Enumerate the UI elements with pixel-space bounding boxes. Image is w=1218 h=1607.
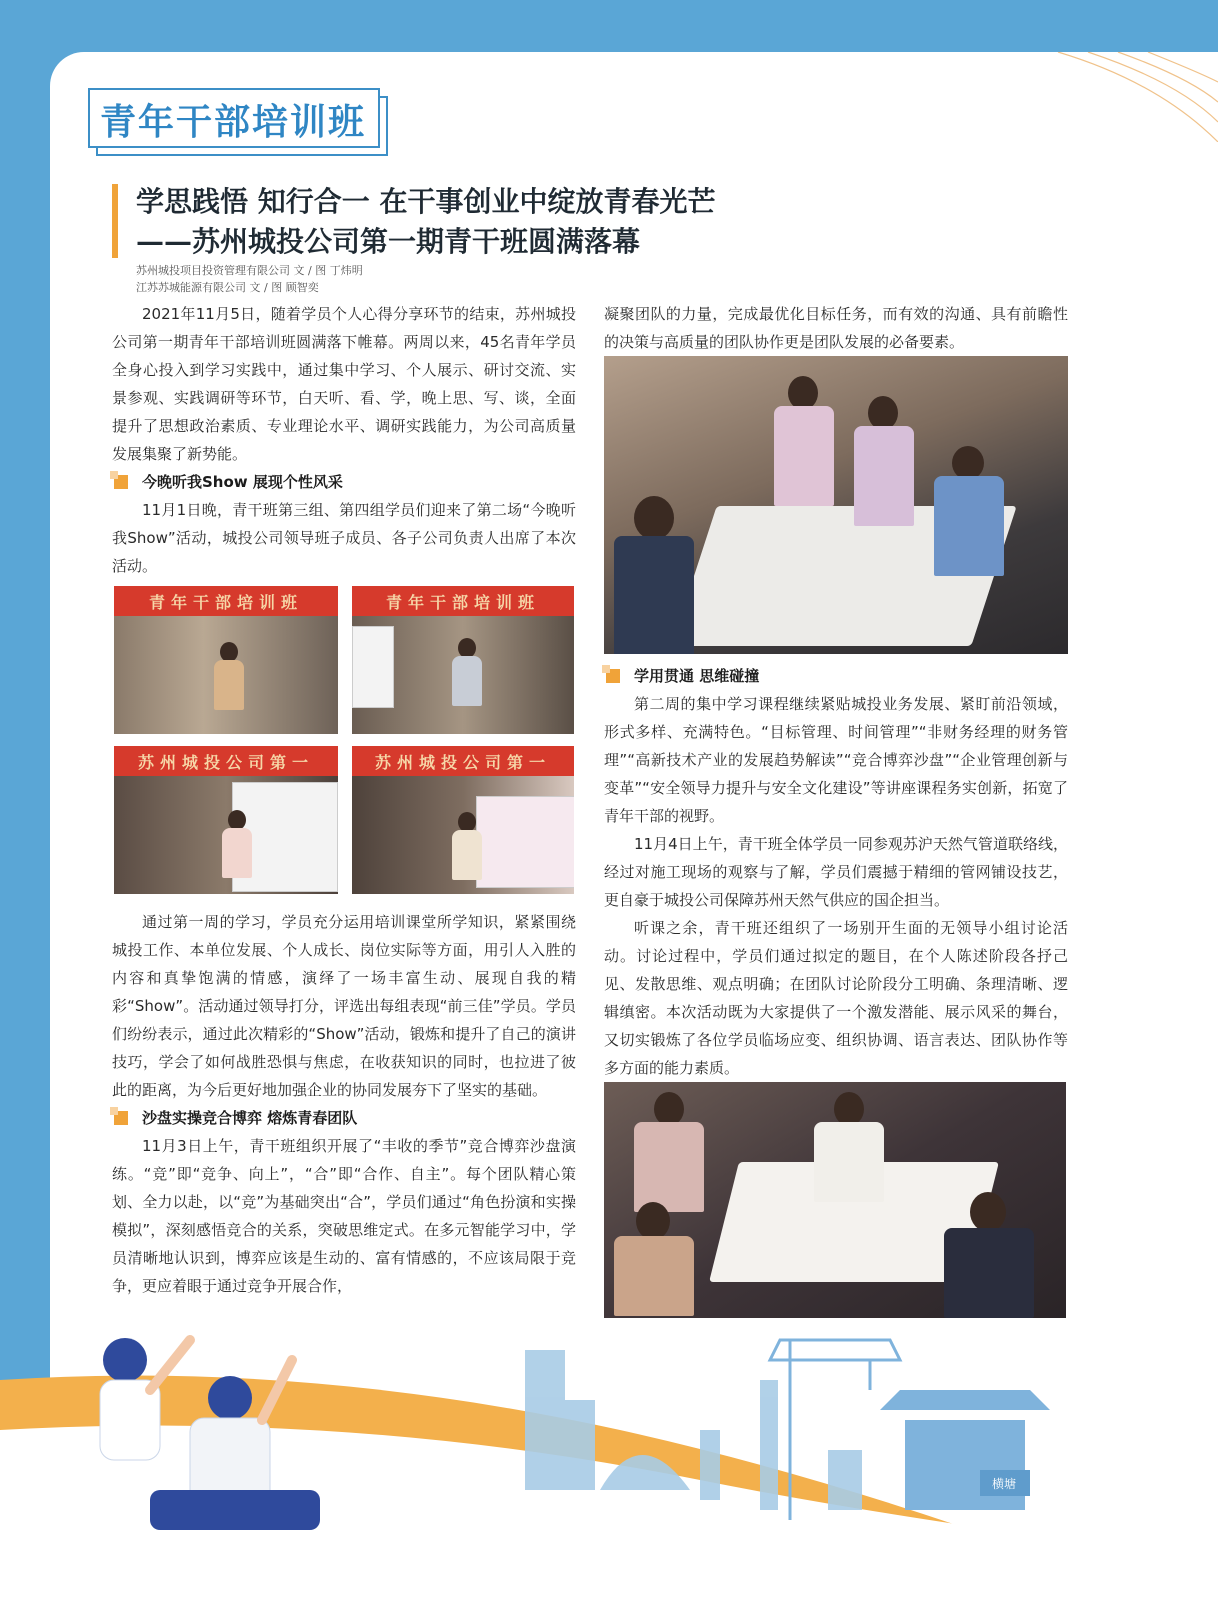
- bullet-square-icon: [606, 669, 620, 683]
- bullet-square-icon: [114, 1111, 128, 1125]
- visit-paragraph: 11月4日上午，青干班全体学员一同参观苏沪天然气管道联络线，经过对施工现场的观察与了解，学员们震撼于精细的管网铺设技艺，更自豪于城投公司保障苏州天然气供应的国企担当。: [604, 835, 1068, 909]
- sandbox-paragraph: 11月3日上午，青干班组织开展了“丰收的季节”竞合博弈沙盘演练。“竞”即“竞争、向上”，“合”即“合作、自主”。每个团队精心策划、全力以赴，以“竞”为基础突出“合”，学员们通过“角色扮演和实操模拟”，深刻感悟竞合的关系，突破思维定式。在多元智能学习中，学员清晰地认识到，博弈应该是生动的、富有情感的，不应该局限于竞争，更应着眼于通过竞争开展合作，: [112, 1137, 576, 1295]
- byline-1: 苏州城投项目投资管理有限公司 文 / 图 丁炜明: [136, 264, 363, 277]
- intro-paragraph: 2021年11月5日，随着学员个人心得分享环节的结束，苏州城投公司第一期青年干部培训班圆满落下帷幕。两周以来，45名青年学员全身心投入到学习实践中，通过集中学习、个人展示、研讨交流、实景参观、实践调研等环节，白天听、看、学，晚上思、写、谈，全面提升了思想政治素质、专业理论水平、调研实践能力，为公司高质量发展集聚了新势能。: [112, 305, 576, 463]
- subhead-learning: 学用贯通 思维碰撞: [604, 662, 1068, 690]
- photo-group-drawing: [604, 1082, 1066, 1318]
- photo-group-workshop: [604, 356, 1068, 654]
- photo-speaker-3: [114, 746, 338, 894]
- photo-speaker-4: [352, 746, 574, 894]
- section-title: 青年干部培训班: [100, 102, 367, 143]
- decorative-lines: [1038, 52, 1218, 142]
- right-column-upper: [604, 300, 1068, 356]
- subhead-show: 今晚听我Show 展现个性风采: [112, 468, 576, 496]
- photo-banner: 青年干部培训班: [352, 586, 574, 616]
- photo-banner: 苏州城投公司第一: [352, 746, 574, 776]
- photo-banner: 苏州城投公司第一: [114, 746, 338, 776]
- show-summary-paragraph: 通过第一周的学习，学员充分运用培训课堂所学知识，紧紧围绕城投工作、本单位发展、个人成长、岗位实际等方面，用引人入胜的内容和真挚饱满的情感，演绎了一场丰富生动、展现自我的精彩“Show”。活动通过领导打分，评选出每组表现“前三佳”学员。学员们纷纷表示，通过此次精彩的“Show”活动，锻炼和提升了自己的演讲技巧，学会了如何战胜恐惧与焦虑，在收获知识的同时，也拉进了彼此的距离，为今后更好地加强企业的协同发展夯下了坚实的基础。: [112, 913, 576, 1099]
- left-column-lower: [112, 908, 576, 1300]
- right-column-middle: [604, 662, 1068, 1082]
- discussion-paragraph: 听课之余，青干班还组织了一场别开生面的无领导小组讨论活动。讨论过程中，学员们通过拟定的题目，在个人陈述阶段各抒己见、发散思维、观点明确；在团队讨论阶段分工明确、条理清晰、逻辑缜密。本次活动既为大家提供了一个激发潜能、展示风采的舞台，又切实锻炼了各位学员临场应变、组织协调、语言表达、团队协作等多方面的能力素质。: [604, 919, 1068, 1077]
- title-line-2: ——苏州城投公司第一期青干班圆满落幕: [136, 225, 641, 258]
- courses-paragraph: 第二周的集中学习课程继续紧贴城投业务发展、紧盯前沿领域，形式多样、充满特色。“目标管理、时间管理”“非财务经理的财务管理”“高新技术产业的发展趋势解读”“竞合博弈沙盘”“企业管理创新与变革”“安全领导力提升与安全文化建设”等讲座课程务实创新，拓宽了青年干部的视野。: [604, 695, 1068, 825]
- photo-speaker-2: [352, 586, 574, 734]
- section-banner: [88, 88, 388, 152]
- subhead-sandbox: 沙盘实操竞合博弈 熔炼青春团队: [112, 1104, 576, 1132]
- continued-paragraph: 凝聚团队的力量，完成最优化目标任务，而有效的沟通、具有前瞻性的决策与高质量的团队协作更是团队发展的必备要素。: [604, 305, 1068, 351]
- show-paragraph: 11月1日晚，青干班第三组、第四组学员们迎来了第二场“今晚听我Show”活动，城投公司领导班子成员、各子公司负责人出席了本次活动。: [112, 501, 576, 575]
- byline-2: 江苏苏城能源有限公司 文 / 图 顾智奕: [136, 281, 319, 294]
- title-line-1: 学思践悟 知行合一 在干事创业中绽放青春光芒: [136, 185, 716, 218]
- svg-text:横塘: 横塘: [992, 1477, 1017, 1491]
- photo-speaker-1: [114, 586, 338, 734]
- title-accent-bar: [112, 184, 118, 258]
- photo-banner: 青年干部培训班: [114, 586, 338, 616]
- left-column-upper: [112, 300, 576, 580]
- bullet-square-icon: [114, 475, 128, 489]
- city-illustration: [0, 1320, 1218, 1607]
